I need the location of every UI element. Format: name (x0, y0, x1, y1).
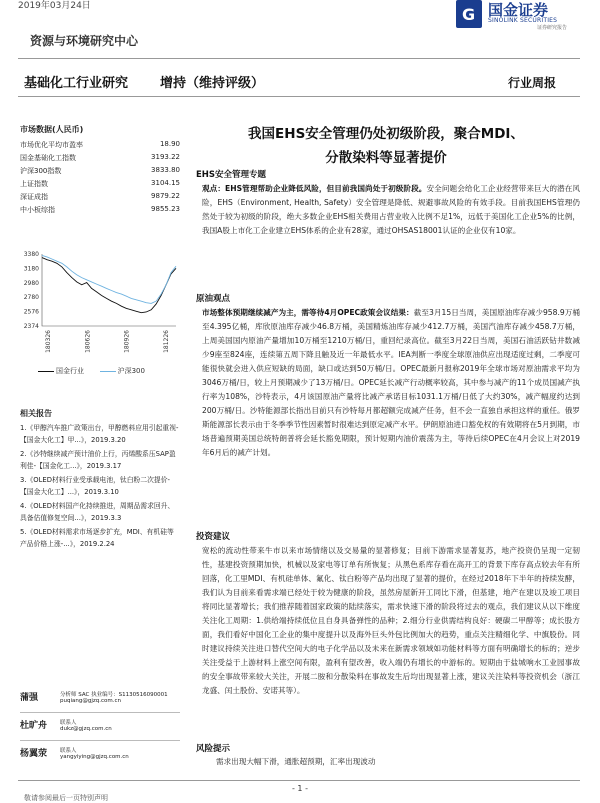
logo-name: 国金证券 (488, 1, 549, 19)
paragraph-investment: 宽松的流动性带来牛市以来市场情绪以及交易量的显著修复；目前下游需求显著复苏，地产投资仍呈现一定韧性，基建投资预期加快，机械以及家电等订单有所恢复；从黑色系库存看在高开工的背景下库存高点较去年有所回落，化工里MDI、有机硅单体、氟化、钛白粉等产品均出现了显著的提价，在经过2018年下半年的持续发酵，我们认为目前来看需求端已经处于较为健康的阶段，虽然房屋新开工同比下滑，但基建，地产在建以及竣工项目将同比显著增长；我们推荐随着国家政策的陆续落实，需求快速下滑的阶段将过去的观点，我们建议从以下维度关注化工周期：1.供给端持续低位且自身具备弹性的品种；2.细分行业供需结构良好：硬碳二甲醇等；成长股方面，我们看好中国化工企业的集中度提升以及海外巨头外包比例加大的趋势，重点关注精细化学、中旗股份。同时建议持续关注进口替代空间大的电子化学品以及未来在新需求领域如功能材料等方面有明确增长的标的；逆步关注受益于上游材料上涨空间有限，盈利有望改善，收入端仍有增长的中游标的。短期由于盐城响水工业园事故的安全事故带来较大关注，开展二胺和分散染料在事故发生后均出现显著上涨，建议关注染料等投资机会（浙江龙盛、闰土股份、安诺其等）。 (202, 546, 580, 695)
related-report-link[interactable]: 3.《OLED材料行业受承载电池，钛白粉二次提价-【国金大化工】...》，2019.3.10 (20, 476, 170, 496)
index-row: 深证成指 9879.22 (20, 192, 180, 201)
legend-label: 国金行业 (56, 367, 84, 375)
email-link[interactable]: puqiang@gjzq.com.cn (60, 698, 121, 704)
chart-svg (16, 248, 182, 366)
chart-axes (42, 254, 176, 326)
company-logo (456, 0, 580, 31)
report-type: 行业周报 (508, 76, 557, 90)
research-center: 资源与环境研究中心 (30, 34, 139, 48)
x-tick-label: 180926 (123, 330, 131, 353)
x-tick-label: 180626 (84, 330, 92, 353)
series-line-1 (42, 255, 176, 303)
paragraph-risk: 需求出现大幅下滑，通胀超预期，汇率出现波动 (216, 757, 376, 766)
related-reports-title: 相关报告 (20, 409, 52, 418)
logo-subtitle: 证券研究报告 (537, 25, 568, 31)
y-tick-label: 2780 (23, 294, 39, 302)
report-date: 2019年03月24日 (18, 1, 91, 11)
legend-swatch (100, 371, 116, 372)
chart-legend (38, 366, 188, 376)
y-tick-label: 2576 (23, 308, 39, 316)
disclaimer: 敬请参阅最后一页特别声明 (24, 794, 108, 802)
section-heading: 风险提示 (196, 744, 231, 754)
logo-english: SINOLINK SECURITIES (488, 17, 558, 24)
divider (18, 96, 580, 97)
page-number: - 1 - (292, 784, 308, 793)
y-tick-label: 3380 (23, 251, 39, 258)
report-title: 我国EHS安全管理仍处初级阶段，聚合MDI、 分散染料等显著提价 (248, 126, 524, 166)
index-chart (16, 248, 182, 376)
related-report-link[interactable]: 1.《甲醇汽车推广政策出台，甲醇燃料应用引起重视-【国金大化工】甲...》，2019.3.20 (20, 424, 179, 444)
logo-mark-icon: G (456, 0, 482, 28)
paragraph-oil: 市场整体预期继续减产为主，需等待4月OPEC政策会议结果：截至3月15日当周，美国原油库存减少958.9万桶至4.395亿桶，库欣原油库存减少46.8万桶，美国精炼油库存减少412.7万桶，美国汽油库存减少458.7万桶，上周美国国内原油产量增加10万桶至1210万桶/日，重回纪录高位。截至3月22日当周，美国石油活跃钻井数减少9座至824座，连续第五周下降且触及近一年最低水平。IEA判断一季度全球原油供应出现适度过剩，二季度可能很快就会进入供应短缺的局面，缺口或达到50万桶/日。OPEC最新月报称2019年全球市场对原油需求平均为3046万桶/日，较上月预期减少了13万桶/日。OPEC延长减产行动概率较高，其中参与减产的11个成员国减产执行率为108%，沙特表示，4月该国原油产量将比减产承诺目标1031.1万桶/日低了大约30%，减产幅度约达到200万桶/日。沙特能源部长指出目前只有沙特每月都超额完成减产任务，但不会一直独自承担这样的重任。俄罗斯能源部长表示由于冬季季节性因素暂时很难达到原定减产水平。伊朗原油进口豁免权的有效期将在5月到期，市场普遍预期美国总统特朗普将会延长豁免期限，预计短期内油价震荡为主，等待后续OPEC在4月会议上对2019年6月后的减产计划。 (202, 308, 580, 457)
section-heading: EHS安全管理专题 (196, 170, 267, 180)
legend-swatch (38, 371, 54, 372)
section-heading: 投资建议 (196, 532, 231, 542)
index-row: 市场优化平均市盈率 18.90 (20, 140, 180, 149)
section-heading: 原油观点 (196, 294, 231, 304)
related-report-link[interactable]: 2.《沙特继续减产预计油价上行，丙烯酸系压SAP盈利佳-【国金化工...》，2019.3.17 (20, 450, 176, 470)
y-tick-label: 2374 (23, 323, 39, 330)
x-tick-label: 181226 (163, 330, 170, 353)
divider (18, 58, 580, 59)
index-row: 国金基础化工指数 3193.22 (20, 153, 180, 162)
rating: 增持（维持评级） (160, 76, 265, 91)
index-row: 中小板综指 9855.23 (20, 205, 180, 214)
industry-title: 基础化工行业研究 (24, 76, 129, 91)
index-row: 沪深300指数 3833.80 (20, 166, 180, 175)
y-tick-label: 3180 (23, 265, 39, 273)
email-link[interactable]: yangyiying@gjzq.com.cn (60, 754, 129, 760)
legend-label: 沪深300 (117, 367, 145, 375)
related-report-link[interactable]: 4.《OLED材料国产化持续推进，周期品需求回升、具备估值修复空间...》，2019.3.3 (20, 502, 175, 522)
related-report-link[interactable]: 5.《OLED材料需求市场逐步扩充，MDI、有机硅等产品价格上涨-...》，2019.2.24 (20, 528, 174, 548)
email-link[interactable]: dukz@gjzq.com.cn (60, 726, 112, 732)
series-line-0 (42, 258, 176, 313)
market-data-title: 市场数据(人民币) (20, 125, 84, 134)
index-row: 上证指数 3104.15 (20, 179, 180, 188)
divider (18, 780, 580, 781)
paragraph-ehs: 观点：EHS管理帮助企业降低风险，但目前我国尚处于初级阶段。安全问题会给化工企业经营带来巨大的潜在风险，EHS（Environment, Health, Safety）安全管理是降低、规避事故风险的有效手段。目前我国EHS管理仍然处于较为初级的阶段，绝大多数企业EHS相关费用占营业收入比例不足1%，远低于美国化工企业5%的比例，我国A股上市化工企业建立EHS体系的企业有28家，通过OHSAS18001认证的企业仅有10家。 (202, 184, 580, 235)
y-tick-label: 2980 (23, 279, 39, 287)
x-tick-label: 180326 (45, 330, 52, 353)
